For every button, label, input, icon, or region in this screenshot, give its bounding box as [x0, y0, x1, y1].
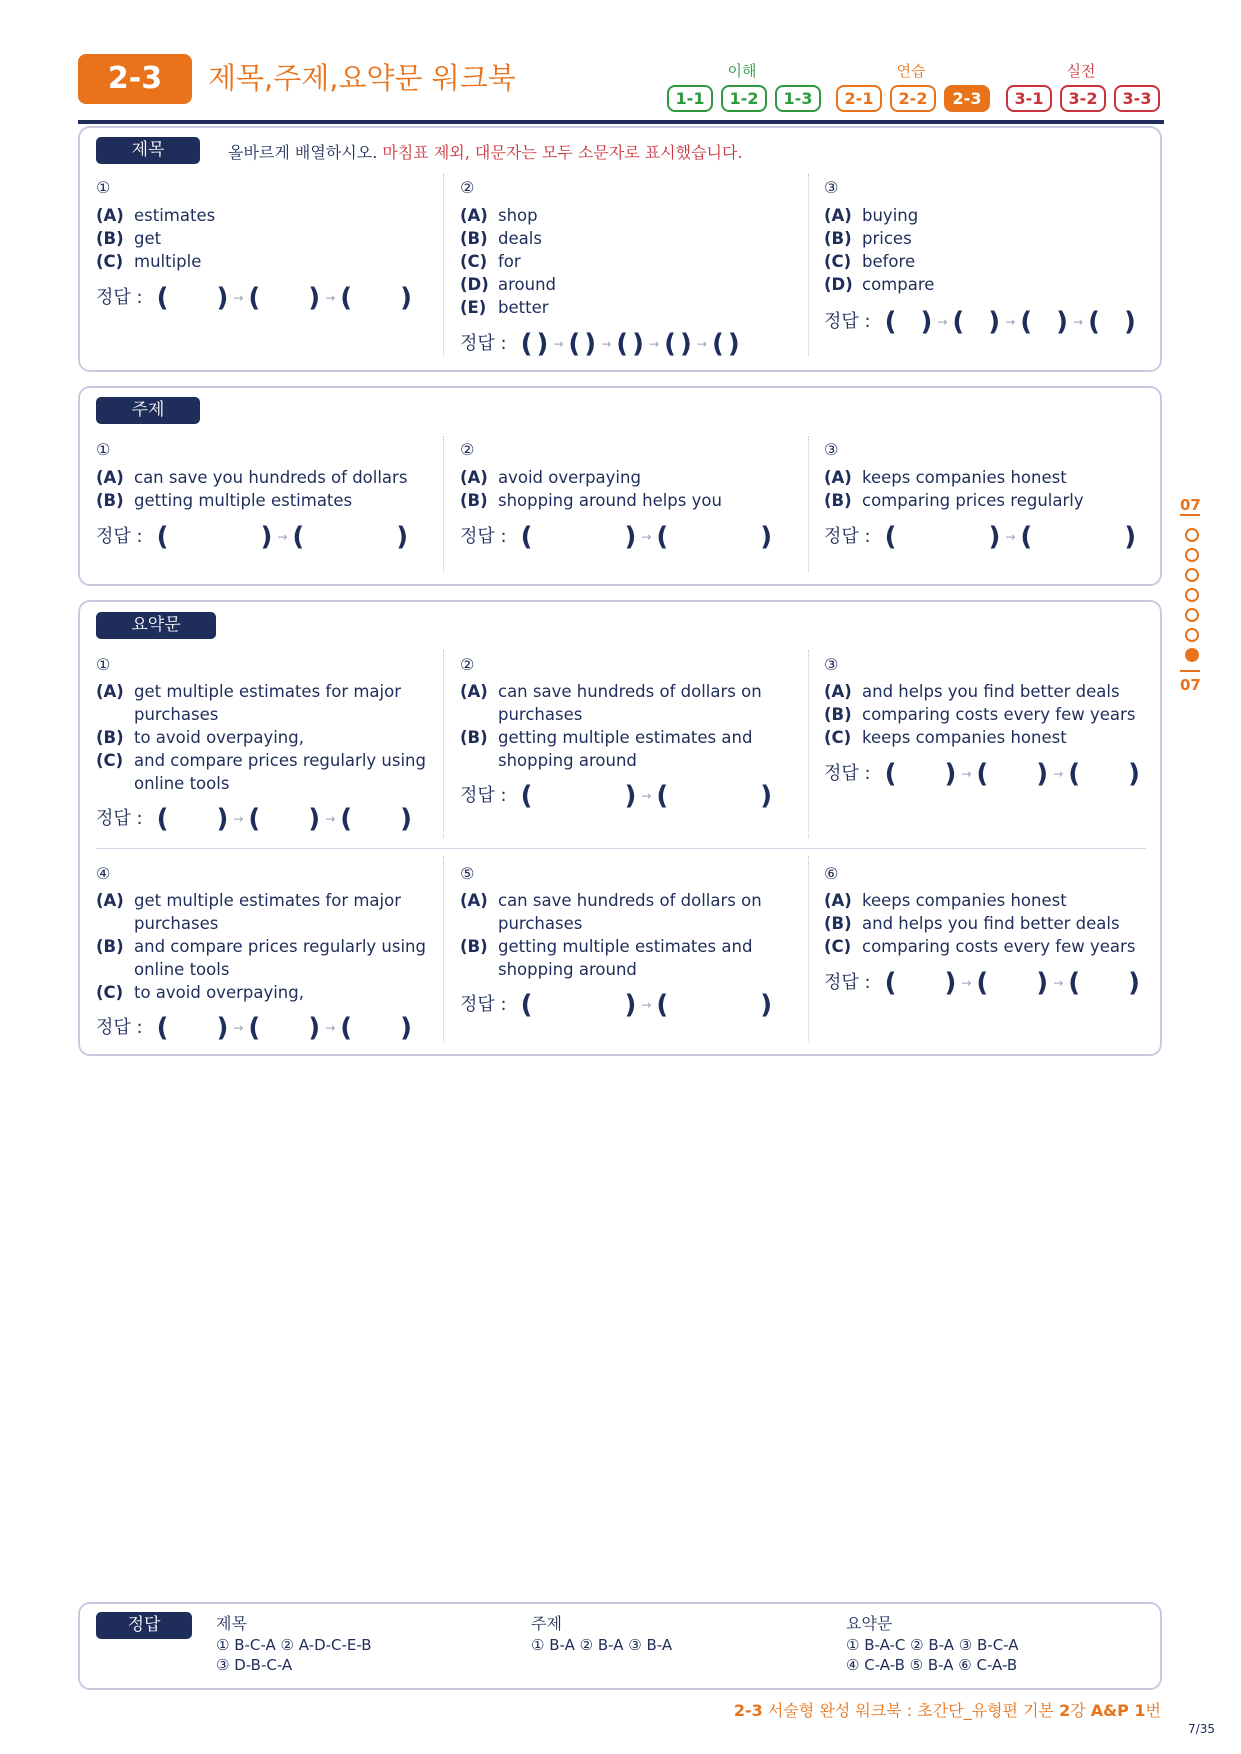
option-list	[96, 889, 436, 1004]
progress-dot	[1185, 628, 1199, 642]
answer-key-title-line2: ③ D-B-C-A	[216, 1656, 293, 1674]
answer-blank[interactable]: 정답 : ( ) → ( ) → ( )	[824, 968, 1141, 998]
option: (B) comparing prices regularly	[824, 491, 1084, 510]
column-divider	[443, 856, 445, 1042]
progress-dot	[1185, 568, 1199, 582]
stage-tab-3-3[interactable]: 3-3	[1114, 85, 1160, 112]
option: (C) before	[824, 252, 916, 271]
group-label-real: 실전	[1066, 62, 1096, 80]
side-tab-rule	[1180, 670, 1200, 672]
answer-blank[interactable]: 정답 : ( ) → ( )	[824, 522, 1137, 552]
item-number: ①	[96, 655, 111, 674]
option: (B) shopping around helps you	[460, 491, 722, 510]
answer-key-title-line1: ① B-C-A ② A-D-C-E-B	[216, 1636, 372, 1654]
item-number: ②	[460, 178, 475, 197]
option: (C) comparing costs every few years	[824, 937, 1136, 956]
progress-dot	[1185, 528, 1199, 542]
side-tab-bottom: 07	[1180, 676, 1201, 694]
stage-tab-1-1[interactable]: 1-1	[667, 85, 713, 112]
option-list	[824, 889, 1154, 958]
option: (A) get multiple estimates for major purchases	[96, 682, 401, 724]
column-divider	[443, 436, 445, 572]
stage-tab-3-1[interactable]: 3-1	[1006, 85, 1052, 112]
option: (A) can save hundreds of dollars on purchases	[460, 891, 762, 933]
option: (A) buying	[824, 206, 919, 225]
stage-tab-1-2[interactable]: 1-2	[721, 85, 767, 112]
option: (B) to avoid overpaying,	[96, 728, 304, 747]
answer-blank[interactable]: 정답 : ( ) → ( ) → ( )	[96, 1013, 413, 1043]
answer-blank[interactable]: 정답 : ( ) → ( ) → ( )	[96, 283, 413, 313]
option: (A) and helps you find better deals	[824, 682, 1120, 701]
option: (D) around	[460, 275, 557, 294]
answer-key-label: 정답	[96, 1612, 192, 1639]
option: (B) prices	[824, 229, 912, 248]
side-tab-rule	[1180, 514, 1200, 516]
column-divider	[443, 174, 445, 356]
option: (C) for	[460, 252, 521, 271]
footer-caption: 2-3 서술형 완성 워크북 : 초간단_유형편 기본 2강 A&P 1번	[733, 1701, 1161, 1720]
option-list	[96, 204, 426, 273]
option: (A) avoid overpaying	[460, 468, 641, 487]
option: (C) and compare prices regularly using online tools	[96, 751, 426, 793]
column-divider	[808, 174, 810, 356]
option-list	[460, 680, 790, 772]
item-number: ③	[824, 178, 839, 197]
summary-section-label: 요약문	[96, 612, 216, 639]
instruction	[228, 140, 743, 163]
option: (A) get multiple estimates for major purchases	[96, 891, 401, 933]
option: (B) deals	[460, 229, 542, 248]
option: (D) compare	[824, 275, 935, 294]
title-section-label: 제목	[96, 137, 200, 164]
option-list	[460, 889, 790, 981]
option-list	[824, 466, 1154, 512]
stage-tab-2-3[interactable]: 2-3	[944, 85, 990, 112]
column-divider	[443, 650, 445, 838]
option: (A) shop	[460, 206, 538, 225]
stage-tab-2-1[interactable]: 2-1	[836, 85, 882, 112]
lesson-code-badge: 2-3	[78, 54, 192, 104]
item-number: ③	[824, 440, 839, 459]
header-rule	[78, 120, 1164, 124]
option-list	[460, 204, 790, 319]
option: (A) can save hundreds of dollars on purchases	[460, 682, 762, 724]
item-number: ②	[460, 440, 475, 459]
option: (A) can save you hundreds of dollars	[96, 468, 408, 487]
item-number: ⑥	[824, 864, 839, 883]
stage-tab-3-2[interactable]: 3-2	[1060, 85, 1106, 112]
option-list	[824, 680, 1154, 749]
answer-blank[interactable]: 정답 : ( ) → ( )	[460, 781, 773, 811]
option: (A) keeps companies honest	[824, 468, 1067, 487]
option: (B) and compare prices regularly using online tools	[96, 937, 426, 979]
answer-key-topic-heading: 주제	[531, 1614, 562, 1633]
stage-tab-1-3[interactable]: 1-3	[775, 85, 821, 112]
option: (B) and helps you find better deals	[824, 914, 1120, 933]
side-tab-top: 07	[1180, 496, 1201, 514]
topic-section-label: 주제	[96, 397, 200, 424]
instruction-note: 마침표 제외, 대문자는 모두 소문자로 표시했습니다.	[382, 143, 743, 162]
answer-key-title-heading: 제목	[216, 1614, 247, 1633]
answer-key-topic-line1: ① B-A ② B-A ③ B-A	[531, 1636, 673, 1654]
answer-key-summary-heading: 요약문	[846, 1614, 893, 1633]
stage-tab-2-2[interactable]: 2-2	[890, 85, 936, 112]
page-title: 제목,주제,요약문 워크북	[208, 61, 516, 95]
option: (E) better	[460, 298, 549, 317]
instruction-text: 올바르게 배열하시오.	[228, 143, 383, 162]
answer-blank[interactable]: 정답 : ( ) → ( ) → ( )	[824, 759, 1141, 789]
item-number: ①	[96, 178, 111, 197]
progress-dot	[1185, 548, 1199, 562]
option: (A) estimates	[96, 206, 216, 225]
answer-blank[interactable]: 정답 : ( ) → ( ) → ( ) → ( )	[824, 307, 1136, 337]
answer-blank[interactable]: 정답 : ( ) → ( ) → ( ) → ( ) → ( )	[460, 329, 740, 359]
progress-dot-current	[1185, 648, 1199, 662]
answer-blank[interactable]: 정답 : ( ) → ( )	[96, 522, 409, 552]
item-number: ⑤	[460, 864, 475, 883]
answer-key-summary-line2: ④ C-A-B ⑤ B-A ⑥ C-A-B	[846, 1656, 1018, 1674]
option: (B) getting multiple estimates	[96, 491, 353, 510]
option: (C) to avoid overpaying,	[96, 983, 304, 1002]
option: (B) get	[96, 229, 162, 248]
group-label-practice: 연습	[896, 62, 926, 80]
item-number: ②	[460, 655, 475, 674]
progress-dot	[1185, 608, 1199, 622]
answer-blank[interactable]: 정답 : ( ) → ( )	[460, 990, 773, 1020]
item-number: ④	[96, 864, 111, 883]
answer-blank[interactable]: 정답 : ( ) → ( )	[460, 522, 773, 552]
item-number: ③	[824, 655, 839, 674]
option-list	[96, 680, 436, 795]
option-list	[824, 204, 1154, 296]
column-divider	[808, 650, 810, 838]
column-divider	[808, 436, 810, 572]
option: (C) keeps companies honest	[824, 728, 1067, 747]
progress-dot	[1185, 588, 1199, 602]
group-label-understand: 이해	[727, 62, 757, 80]
option: (A) keeps companies honest	[824, 891, 1067, 910]
option: (B) comparing costs every few years	[824, 705, 1136, 724]
option-list	[460, 466, 800, 512]
option: (B) getting multiple estimates and shopping around	[460, 728, 753, 770]
row-divider	[96, 848, 1146, 849]
answer-key-summary-line1: ① B-A-C ② B-A ③ B-C-A	[846, 1636, 1019, 1654]
option: (C) multiple	[96, 252, 202, 271]
column-divider	[808, 856, 810, 1042]
option: (B) getting multiple estimates and shopping around	[460, 937, 753, 979]
answer-blank[interactable]: 정답 : ( ) → ( ) → ( )	[96, 804, 413, 834]
item-number: ①	[96, 440, 111, 459]
page-number: 7/35	[1188, 1722, 1215, 1736]
option-list	[96, 466, 436, 512]
